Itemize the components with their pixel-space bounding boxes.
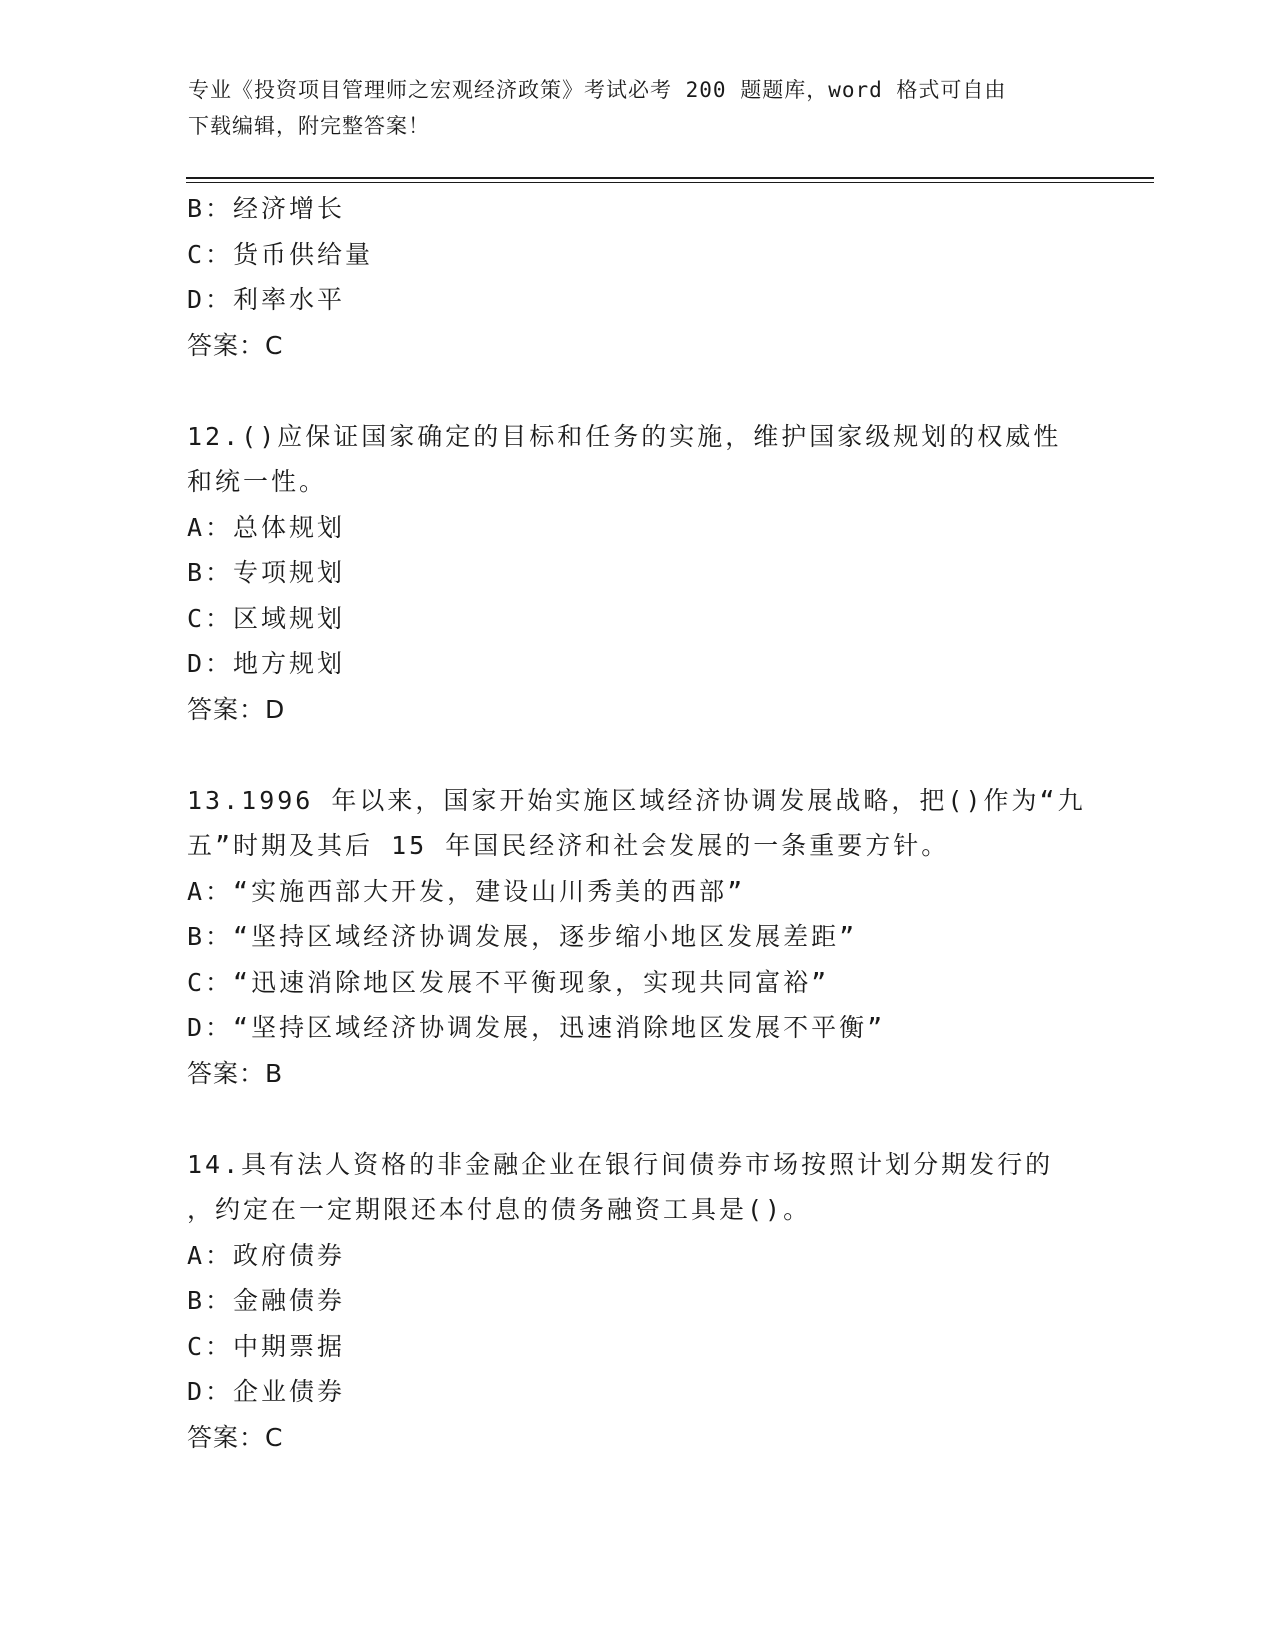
stem-line: 五”时期及其后 15 年国民经济和社会发展的一条重要方针。 <box>187 831 950 860</box>
question-11-continued <box>187 186 1087 368</box>
stem-line: 14.具有法人资格的非金融企业在银行间债券市场按照计划分期发行的 <box>187 1149 1054 1179</box>
answer-line: 答案：D <box>187 694 286 724</box>
question-13 <box>187 778 1087 1097</box>
spacer <box>187 1096 1087 1142</box>
question-stem <box>187 1142 1087 1233</box>
stem-line: 和统一性。 <box>187 467 328 496</box>
header-divider <box>186 177 1154 183</box>
option-d: D：地方规划 <box>187 649 346 678</box>
option-a: A：总体规划 <box>187 512 346 542</box>
option-a: A：政府债券 <box>187 1240 346 1270</box>
question-stem <box>187 778 1087 869</box>
option-b: B：“坚持区域经济协调发展，逐步缩小地区发展差距” <box>187 922 858 951</box>
option-c: C：“迅速消除地区发展不平衡现象，实现共同富裕” <box>187 967 830 997</box>
stem-line: ，约定在一定期限还本付息的债务融资工具是()。 <box>187 1195 812 1224</box>
question-14 <box>187 1142 1087 1461</box>
answer-line: 答案：B <box>187 1058 284 1088</box>
question-stem <box>187 414 1087 505</box>
stem-line: 12.()应保证国家确定的目标和任务的实施，维护国家级规划的权威性 <box>187 421 1062 451</box>
spacer <box>187 368 1087 414</box>
answer-line: 答案：C <box>187 1422 284 1452</box>
option-b: B：专项规划 <box>187 558 346 587</box>
option-d: D：企业债券 <box>187 1377 346 1406</box>
answer-line: 答案：C <box>187 330 284 360</box>
option-d: D：“坚持区域经济协调发展，迅速消除地区发展不平衡” <box>187 1013 886 1042</box>
option-a: A：“实施西部大开发，建设山川秀美的西部” <box>187 876 746 906</box>
option-c: C：中期票据 <box>187 1331 346 1361</box>
option-b: B：经济增长 <box>187 194 346 223</box>
header-line-1: 专业《投资项目管理师之宏观经济政策》考试必考 200 题题库，word 格式可自由 <box>188 78 1007 102</box>
question-12 <box>187 414 1087 733</box>
question-list <box>187 186 1087 1460</box>
option-d: D：利率水平 <box>187 285 346 314</box>
header-line-2: 下载编辑，附完整答案！ <box>188 114 430 138</box>
option-b: B：金融债券 <box>187 1286 346 1315</box>
option-c: C：区域规划 <box>187 603 346 633</box>
option-c: C：货币供给量 <box>187 239 374 269</box>
stem-line: 13.1996 年以来，国家开始实施区域经济协调发展战略，把()作为“九 <box>187 785 1086 815</box>
document-header <box>188 72 1068 144</box>
spacer <box>187 732 1087 778</box>
